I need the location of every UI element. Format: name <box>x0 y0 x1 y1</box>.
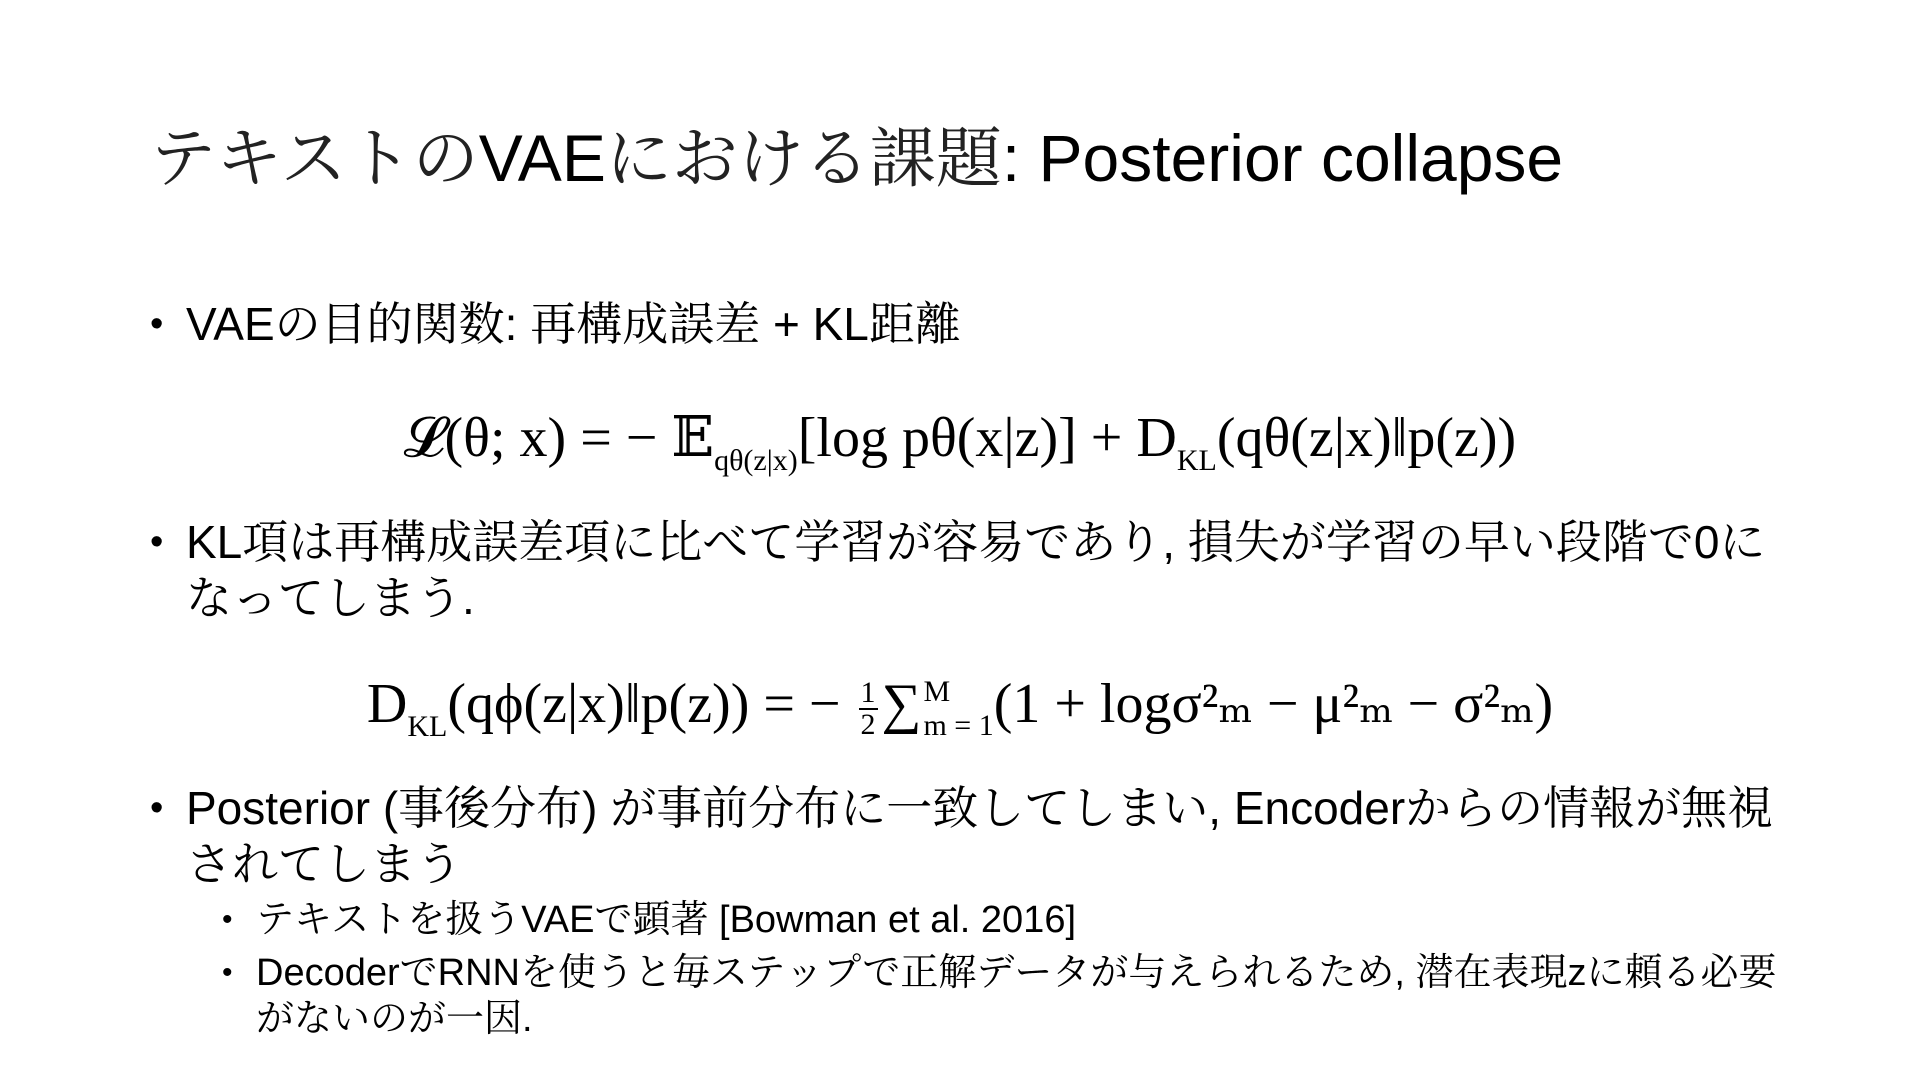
bullet-dot-icon: • <box>150 521 164 563</box>
equation-kl <box>0 664 1920 767</box>
eq2-sum-limits <box>923 675 993 743</box>
sub-bullet-dot-icon: • <box>222 956 233 989</box>
bullet-text: KL項は再構成誤差項に比べて学習が容易であり, 損失が学習の早い段階で0になってしまう. <box>186 516 1766 624</box>
eq2-frac-den: 2 <box>860 708 876 742</box>
title-jp-part1: テキストの <box>150 121 479 195</box>
eq1-mid: [log pθ(x|z)] + D <box>797 407 1177 469</box>
eq2-sum-bottom: m = 1 <box>923 709 994 743</box>
eq2-fraction <box>859 678 878 740</box>
equation-elbo <box>0 398 1920 501</box>
bullet-text: VAEの目的関数: 再構成誤差 + KL距離 <box>186 298 961 350</box>
title-jp-part2: における課題 <box>605 121 1002 195</box>
eq1-subscript-q: qθ(z|x) <box>714 444 798 477</box>
sub-bullet-text: テキストを扱うVAEで顕著 [Bowman et al. 2016] <box>256 899 1077 941</box>
eq2-sum-top: M <box>923 675 951 709</box>
title-en: : Posterior collapse <box>1001 121 1564 195</box>
eq2-kl: KL <box>407 710 448 743</box>
eq2-sum: ∑ <box>881 673 922 735</box>
sub-bullet-dot-icon: • <box>222 903 233 936</box>
sub-bullet-bowman <box>222 897 1782 943</box>
eq2-frac-num: 1 <box>860 676 876 710</box>
bullet-dot-icon: • <box>150 303 164 345</box>
eq1-rhs: (qθ(z|x)‖p(z)) <box>1216 407 1517 469</box>
eq2-rhs: (1 + logσ²ₘ − μ²ₘ − σ²ₘ) <box>993 673 1554 735</box>
bullet-posterior <box>150 780 1800 892</box>
slide-title <box>150 118 1850 198</box>
eq2-lhs: D <box>366 673 408 735</box>
sub-bullet-text: DecoderでRNNを使うと毎ステップで正解データが与えられるため, 潜在表現zに頼る必要がないのが一因. <box>256 952 1777 1040</box>
sub-bullet-rnn <box>222 950 1782 1042</box>
title-vae: VAE <box>478 121 606 195</box>
bullet-dot-icon: • <box>150 787 164 829</box>
eq2-lhs2: (qϕ(z|x)‖p(z)) = − <box>447 673 841 735</box>
bullet-text: Posterior (事後分布) が事前分布に一致してしまい, Encoderからの情報が無視されてしまう <box>186 782 1774 890</box>
bullet-kl-term <box>150 514 1800 626</box>
bullet-objective <box>150 296 1800 352</box>
eq1-kl: KL <box>1176 444 1217 477</box>
eq1-lhs: 𝓛(θ; x) = − 𝔼 <box>403 407 715 469</box>
